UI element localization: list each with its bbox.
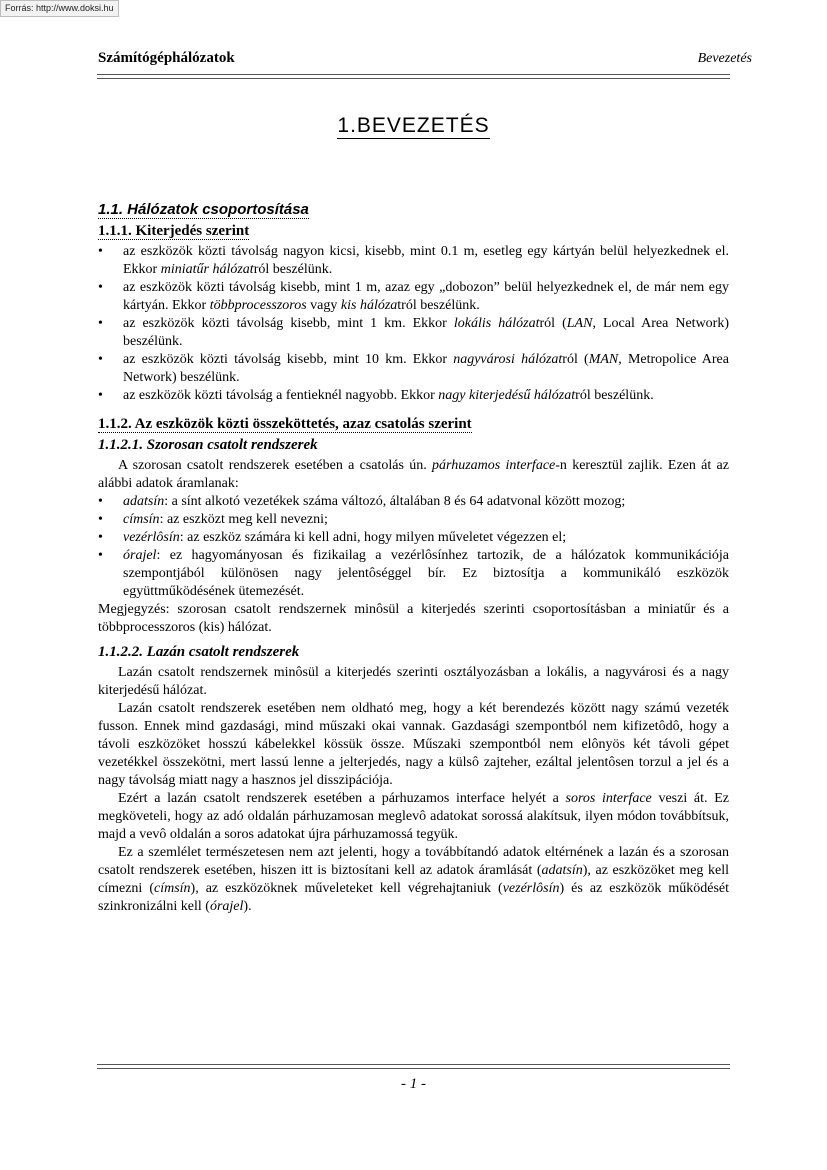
list-item-text: az eszközök közti távolság kisebb, mint 1 m, azaz egy „dobozon” belül helyezkednek el, de már nem egy kártyán. Ekkor — [123, 280, 729, 313]
header-rule — [97, 74, 730, 79]
bus-list — [98, 493, 729, 601]
list-item-term: órajel — [123, 548, 157, 563]
paragraph-text: ), az eszközöket meg kell címezni ( — [98, 863, 729, 896]
list-item-text: ról ( — [562, 352, 589, 367]
source-tag: Forrás: http://www.doksi.hu — [0, 0, 119, 17]
list-item-text: : ez hagyományosan és fizikailag a vezérlôsínhez tartozik, de a hálózatok kommunikációja szempontjából különösen nagy jelentôséggel bír. Ez biztosítja a kommunikáló eszközök együttműködésének ütemezését. — [123, 548, 729, 599]
list-item-text: az eszközök közti távolság nagyon kicsi, kisebb, mint 0.1 m, esetleg egy kártyán belül helyezkednek el. Ekkor — [123, 244, 729, 277]
list-item-text: : az eszköz számára ki kell adni, hogy milyen műveletet végezzen el; — [179, 530, 567, 545]
section-heading-1-1-2-2: 1.1.2.2. Lazán csatolt rendszerek — [98, 644, 300, 660]
list-item-text: , Metropolice Area Network) beszélünk. — [123, 352, 729, 385]
list-item — [98, 351, 729, 387]
list-item-term: nagy kiterjedésű hálózat — [438, 388, 576, 403]
footer-rule — [97, 1064, 730, 1069]
section-heading-1-1 — [98, 200, 729, 219]
bullet-icon: • — [98, 280, 103, 295]
list-item-text: ról beszélünk. — [253, 262, 333, 277]
chapter-title-text: 1.BEVEZETÉS — [337, 114, 490, 137]
list-item-term: lokális hálózat — [453, 316, 540, 331]
page-body — [98, 200, 729, 916]
paragraph-text: A szorosan csatolt rendszerek esetében a csatolás ún. — [118, 458, 432, 473]
paragraph — [98, 844, 729, 916]
section-heading-1-1-text: 1.1. Hálózatok csoportosítása — [98, 201, 309, 218]
list-item-text: vagy — [306, 298, 341, 313]
list-item-text: : az eszközt meg kell nevezni; — [159, 512, 328, 527]
bullet-icon: • — [98, 512, 103, 527]
paragraph — [98, 457, 729, 493]
list-item-text: az eszközök közti távolság a fentieknél nagyobb. Ekkor — [123, 388, 439, 403]
section-heading-1-1-2 — [98, 415, 729, 434]
list-item-term: adatsín — [123, 494, 165, 509]
list-item-term: többprocesszoros — [209, 298, 307, 313]
note-paragraph: Megjegyzés: szorosan csatolt rendszernek minôsül a kiterjedés szerinti csoportosításban a miniatűr és a többprocesszoros (kis) hálózat. — [98, 602, 729, 635]
paragraph-text: ), az eszközöknek műveleteket kell végrehajtaniuk ( — [190, 881, 503, 896]
list-item-text: ról ( — [539, 316, 567, 331]
list-item-text: ról beszélünk. — [575, 388, 654, 403]
list-item-text: tról beszélünk. — [397, 298, 480, 313]
paragraph-term: órajel — [209, 899, 244, 914]
list-item — [98, 529, 729, 547]
paragraph-term: adatsín — [541, 863, 583, 878]
list-item — [98, 511, 729, 529]
list-item — [98, 387, 729, 405]
paragraph-text: ) és az eszközök működését szinkronizálni kell ( — [98, 881, 729, 914]
running-header-title: Számítógéphálózatok — [98, 50, 235, 66]
paragraph-text: Ezért a lazán csatolt rendszerek esetében a párhuzamos interface helyét a — [118, 791, 566, 806]
extent-list — [98, 243, 729, 405]
running-header-section: Bevezetés — [697, 51, 752, 66]
list-item-term: miniatűr hálózat — [160, 262, 254, 277]
list-item-text: : a sínt alkotó vezetékek száma változó, általában 8 és 64 adatvonal között mozog; — [164, 494, 626, 509]
page-number: - 1 - — [401, 1076, 426, 1092]
section-heading-1-1-2-text: 1.1.2. Az eszközök közti összeköttetés, azaz csatolás szerint — [98, 416, 472, 432]
list-item — [98, 493, 729, 511]
paragraph-text: Ez a szemlélet természetesen nem azt jelenti, hogy a továbbítandó adatok eltérnének a lazán és a szorosan csatolt rendszerek esetében, hiszen itt is biztosítani kell az adatok áramlását ( — [98, 845, 729, 878]
chapter-title — [0, 114, 827, 138]
paragraph: Lazán csatolt rendszernek minôsül a kiterjedés szerinti osztályozásban a lokális, a nagyvárosi és a nagy kiterjedésű hálózat. — [98, 665, 729, 698]
list-item-term: MAN — [588, 352, 619, 367]
list-item — [98, 547, 729, 601]
list-item-term: LAN — [566, 316, 593, 331]
bullet-icon: • — [98, 388, 103, 403]
bullet-icon: • — [98, 352, 103, 367]
section-heading-1-1-1 — [98, 222, 729, 241]
running-header — [98, 50, 752, 67]
paragraph-text: veszi át. Ez megköveteli, hogy az adó oldalán párhuzamosan meglevô adatokat sorossá alakítsuk, ilyen módon továbbítsuk, majd a vevô oldalán a soros adatokat újra párhuzamossá tegyük. — [98, 791, 729, 842]
list-item — [98, 243, 729, 279]
list-item-text: , Local Area Network) beszélünk. — [123, 316, 730, 349]
paragraph: Lazán csatolt rendszerek esetében nem oldható meg, hogy a két berendezés között nagy számú vezeték fusson. Ennek mind gazdasági, mind műszaki okai vannak. Gazdasági szempontból nem kifizetôdô, hogy a távoli eszközöket hosszú kábelekkel kössük össze. Műszaki szempontból nem elônyös két távoli gépet vezetékkel összekötni, mert lassú lenne a jelterjedés, nagy a külsô zajteher, ezáltal jelentôsen torzul a jel és a nagy távolság miatt nagy a hasznos jel disszipációja. — [98, 701, 729, 788]
list-item-text: az eszközök közti távolság kisebb, mint 1 km. Ekkor — [123, 316, 454, 331]
bullet-icon: • — [98, 494, 103, 509]
paragraph-term: címsín — [153, 881, 191, 896]
paragraph-text: ). — [243, 899, 252, 914]
list-item-text: az eszközök közti távolság kisebb, mint 10 km. Ekkor — [123, 352, 454, 367]
bullet-icon: • — [98, 316, 103, 331]
list-item-term: címsín — [123, 512, 160, 527]
bullet-icon: • — [98, 548, 103, 563]
bullet-icon: • — [98, 530, 103, 545]
paragraph-term: soros interface — [565, 791, 652, 806]
bullet-icon: • — [98, 244, 103, 259]
paragraph — [98, 790, 729, 844]
list-item-term: kis hálóza — [340, 298, 398, 313]
list-item-term: vezérlôsín — [123, 530, 180, 545]
paragraph-term: vezérlôsín — [502, 881, 560, 896]
list-item — [98, 279, 729, 315]
paragraph-term: párhuzamos interface — [432, 458, 556, 473]
paragraph-text: -n keresztül zajlik. Ezen át az alábbi adatok áramlanak: — [98, 458, 729, 491]
list-item — [98, 315, 729, 351]
section-heading-1-1-2-1: 1.1.2.1. Szorosan csatolt rendszerek — [98, 437, 318, 453]
section-heading-1-1-1-text: 1.1.1. Kiterjedés szerint — [98, 223, 250, 239]
list-item-term: nagyvárosi hálózat — [453, 352, 563, 367]
